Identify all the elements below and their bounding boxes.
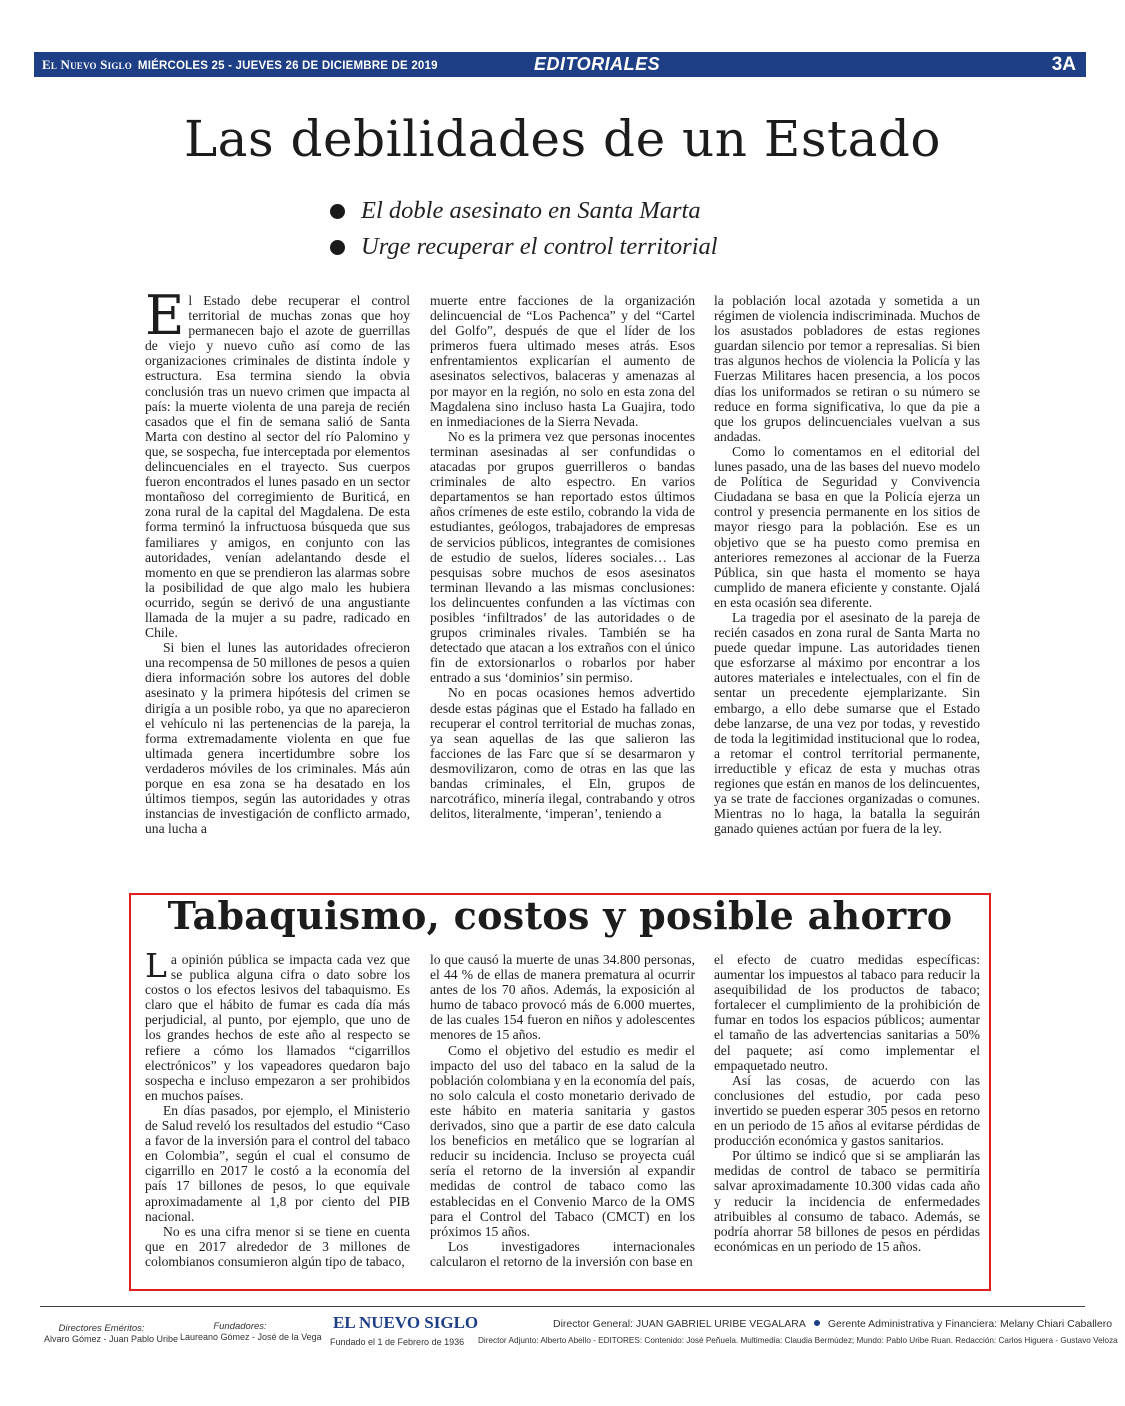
article2-title: Tabaquismo, costos y posible ahorro xyxy=(167,893,953,938)
header-brand: El Nuevo Siglo xyxy=(42,56,132,72)
footer-directores xyxy=(44,1323,179,1344)
paragraph: El Estado debe recuperar el control territorial de muchas zonas que hoy permanecen bajo el azote de guerrillas de viejo y nuevo cuño así como de las organizaciones criminales de distinta índole y estructura. Esa termina siendo la obvia conclusión tras un nuevo crimen que impacta al país: la muerte violenta de una pareja de recién casados que el fin de semana salió de Santa Marta con destino al sector del río Palomino y que, se sospecha, fue interceptada por elementos delincuenciales en el trayecto. Sus cuerpos fueron encontrados el lunes pasado en un sector montañoso del corregimiento de Buriticá, en zona rural de la capital del Magdalena. De esta forma terminó la infructuosa búsqueda que sus familiares y amigos, en conjunto con las autoridades, venían adelantando desde el momento en que se prendieron las alarmas sobre la posibilidad de que algo malo les hubiera ocurrido, según se derivó de una angustiante llamada de la mujer a su padre, radicado en Chile. xyxy=(145,284,410,641)
article1-column-3 xyxy=(714,293,980,836)
article1-subtitle: Urge recuperar el control territorial xyxy=(330,229,718,265)
paragraph: No en pocas ocasiones hemos advertido desde estas páginas que el Estado ha fallado en recuperar el control territorial de muchas zonas, ya sean aquellas de las que salieron las facciones de las Farc que sí se desarmaron y desmovilizaron, como de otras en las que las bandas criminales, el Eln, grupos de narcotráfico, minería ilegal, contrabando y otros delitos, literalmente, ‘imperan’, teniendo a xyxy=(430,685,695,822)
paragraph: Como el objetivo del estudio es medir el impacto del uso del tabaco en la salud de la población colombiana y en la economía del país, no solo calcula el costo monetario derivado de este hábito en materia sanitaria y gastos derivados, sino que a partir de ese dato calcula los beneficios en metálico que se lograrían al reducir su incidencia. Incluso se proyecta cuál sería el retorno de la inversión al expandir medidas de control de tabaco como las establecidas en el Convenio Marco de la OMS para el Control del Tabaco (CMCT) en los próximos 15 años. xyxy=(430,1042,695,1239)
section-name: EDITORIALES xyxy=(534,54,661,74)
footer-logo: EL NUEVO SIGLO xyxy=(333,1313,479,1332)
paragraph: Los investigadores internacionales calcularon el retorno de la inversión con base en xyxy=(430,1238,695,1269)
header-date: MIÉRCOLES 25 - JUEVES 26 DE DICIEMBRE DE 2019 xyxy=(137,59,438,72)
footer-director-general: Director General: JUAN GABRIEL URIBE VEGALARA xyxy=(553,1318,806,1330)
footer-label: Fundadores: xyxy=(213,1321,267,1332)
article1-subtitles xyxy=(330,193,718,265)
article2-column-3 xyxy=(714,952,980,1254)
footer-divider xyxy=(40,1306,1085,1307)
paragraph: La tragedia por el asesinato de la pareja de recién casados en zona rural de Santa Marta no puede quedar impune. Las autoridades tienen que esforzarse al máximo por encontrar a los autores materiales e intelectuales, con el fin de sentar un precedente ejemplarizante. Sin embargo, a ello debe sumarse que el Estado debe lanzarse, de una vez por todas, y revestido de toda la legitimidad institucional que lo rodea, a retomar el control territorial permanente, irreductible y eficaz de esta y muchas otras regiones que están en manos de los delincuentes, ya se trate de facciones organizadas o comunes. Mientras no lo haga, la batalla la seguirán ganado quienes actúan por fuera de la ley. xyxy=(714,609,980,837)
paragraph: lo que causó la muerte de unas 34.800 personas, el 44 % de ellas de manera prematura al ocurrir antes de los 70 años. Además, la exposición al humo de tabaco provocó más de 6.000 muertes, de las cuales 154 fueron en niños y adolescentes menores de 15 años. xyxy=(430,952,695,1043)
drop-cap: E xyxy=(145,284,185,347)
footer-staff-line-1 xyxy=(553,1318,1112,1330)
article1-subtitle: El doble asesinato en Santa Marta xyxy=(330,193,718,229)
page-number: 3A xyxy=(1051,53,1076,75)
header-masthead xyxy=(34,57,438,73)
footer-value: Alvaro Gómez - Juan Pablo Uribe xyxy=(44,1334,179,1344)
footer-gerente: Gerente Administrativa y Financiera: Melany Chiari Caballero xyxy=(827,1318,1113,1330)
paragraph: Si bien el lunes las autoridades ofrecieron una recompensa de 50 millones de pesos a quien diera información sobre los autores del doble asesinato y la primera hipótesis del crimen se dirigía a un posible robo, ya que no aparecieron el vehículo ni las pertenencias de la pareja, la forma extremadamente violenta en que fue ultimada genera incertidumbre sobre los verdaderos móviles de los criminales. Más aún porque en esa zona se ha desatado en los últimos tiempos, según las autoridades y otras instancias de investigación de conflicto armado, una lucha a xyxy=(145,640,410,837)
paragraph: el efecto de cuatro medidas específicas: aumentar los impuestos al tabaco para reducir la asequibilidad de los productos de tabaco; fortalecer el cumplimiento de la prohibición de fumar en todos los espacios públicos; aumentar el tamaño de las advertencias sanitarias a 50% del paquete; así como implementar el empaquetado neutro. xyxy=(714,952,980,1073)
paragraph: la población local azotada y sometida a un régimen de violencia indiscriminada. Muchos de los asustados pobladores de estas regiones guardan silencio por temor a represalias. Si bien tras algunos hechos de violencia la Policía y las Fuerzas Militares hacen presencia, a los pocos días los uniformados se retiran o su número se reduce en forma significativa, lo que da pie a que los grupos delincuenciales vuelvan a sus andadas. xyxy=(714,293,980,444)
footer-fundadores xyxy=(180,1321,322,1342)
footer-label: Directores Eméritos: xyxy=(58,1323,145,1334)
paragraph: Como lo comentamos en el editorial del lunes pasado, una de las bases del nuevo modelo de Política de Seguridad y Convivencia Ciudadana se basa en que la Policía ejerza un control y presencia permanente en los sitios de mayor riesgo para la población. Ese es un objetivo que se ha puesto como premisa en anteriores remezones al accionar de la Fuerza Pública, sin que hasta el momento se haya cumplido de manera eficiente y constante. Ojalá en esta ocasión sea diferente. xyxy=(714,443,980,610)
article2-column-1 xyxy=(145,946,410,1269)
bullet-icon xyxy=(330,204,345,219)
article1-column-2 xyxy=(430,293,695,821)
article1-column-1 xyxy=(145,284,410,837)
footer-founded: Fundado el 1 de Febrero de 1936 xyxy=(330,1337,465,1347)
article1-title: Las debilidades de un Estado xyxy=(183,110,942,168)
article2-column-2 xyxy=(430,952,695,1269)
paragraph: En días pasados, por ejemplo, el Ministerio de Salud reveló los resultados del estudio “Caso a favor de la inversión para el control del tabaco en Colombia”, según el cual el consumo de cigarrillo en 2017 le costó a la economía del país 17 billones de pesos, lo que equivale aproximadamente al 1,8 por ciento del PIB nacional. xyxy=(145,1102,410,1224)
drop-cap: L xyxy=(145,946,167,985)
paragraph: No es la primera vez que personas inocentes terminan asesinadas al ser confundidas o atacadas por grupos guerrilleros o bandas criminales de alto espectro. En varios departamentos se han reportado estos últimos años crímenes de este estilo, cobrando la vida de estudiantes, geólogos, trabajadores de empresas de servicios públicos, integrantes de comisiones de estudio de suelos, líderes sociales… Las pesquisas sobre muchos de esos asesinatos terminan llevando a las mismas conclusiones: los delincuentes confunden a las víctimas con posibles ‘infiltrados’ de las autoridades o de grupos criminales rivales. También se ha detectado que atacan a los extraños con el único fin de extorsionarlos o robarlos por haber entrado a sus ‘dominios’ sin permiso. xyxy=(430,428,695,686)
page-header-bar xyxy=(34,52,1086,77)
bullet-icon xyxy=(814,1320,820,1326)
paragraph: No es una cifra menor si se tiene en cuenta que en 2017 alrededor de 3 millones de colombianos consumieron algún tipo de tabaco, xyxy=(145,1223,410,1269)
footer-staff-line-2: Director Adjunto: Alberto Abello - EDITORES: Contenido: José Peñuela. Multimedia: Claudia Bermúdez; Mundo: Pablo Uribe Ruan. Redacción: Carlos Higuera - Gustavo Veloza xyxy=(478,1336,1118,1345)
paragraph: Por último se indicó que si se ampliarán las medidas de control de tabaco se permitiría salvar aproximadamente 10.300 vidas cada año y reducir la incidencia de enfermedades atribuibles al consumo de tabaco. Además, se podría ahorrar 58 billones de pesos en pérdidas económicas en un periodo de 15 años. xyxy=(714,1148,980,1254)
paragraph: Así las cosas, de acuerdo con las conclusiones del estudio, por cada peso invertido se pueden esperar 305 pesos en retorno en un periodo de 15 años al evitarse pérdidas de producción económica y gastos sanitarios. xyxy=(714,1072,980,1149)
paragraph: La opinión pública se impacta cada vez que se publica alguna cifra o dato sobre los costos o los efectos lesivos del tabaquismo. Es claro que el hábito de fumar es cada día más perjudicial, al punto, por ejemplo, que uno de los grandes hechos de este año al respecto se refiere a cómo los llamados “cigarrillos electrónicos” y los vapeadores quedaron bajo sospecha e incluso empezaron a ser prohibidos en muchos países. xyxy=(145,946,410,1103)
footer-value: Laureano Gómez - José de la Vega xyxy=(180,1332,322,1342)
paragraph: muerte entre facciones de la organización delincuencial de “Los Pachenca” y del “Cartel del Golfo”, después de que el líder de los primeros fuera ultimado meses atrás. Esos enfrentamientos explicarían el aumento de asesinatos selectivos, balaceras y amenazas al por mayor en la región, no solo en esta zona del Magdalena sino incluso hasta La Guajira, todo en inmediaciones de la Sierra Nevada. xyxy=(430,293,695,429)
bullet-icon xyxy=(330,240,345,255)
